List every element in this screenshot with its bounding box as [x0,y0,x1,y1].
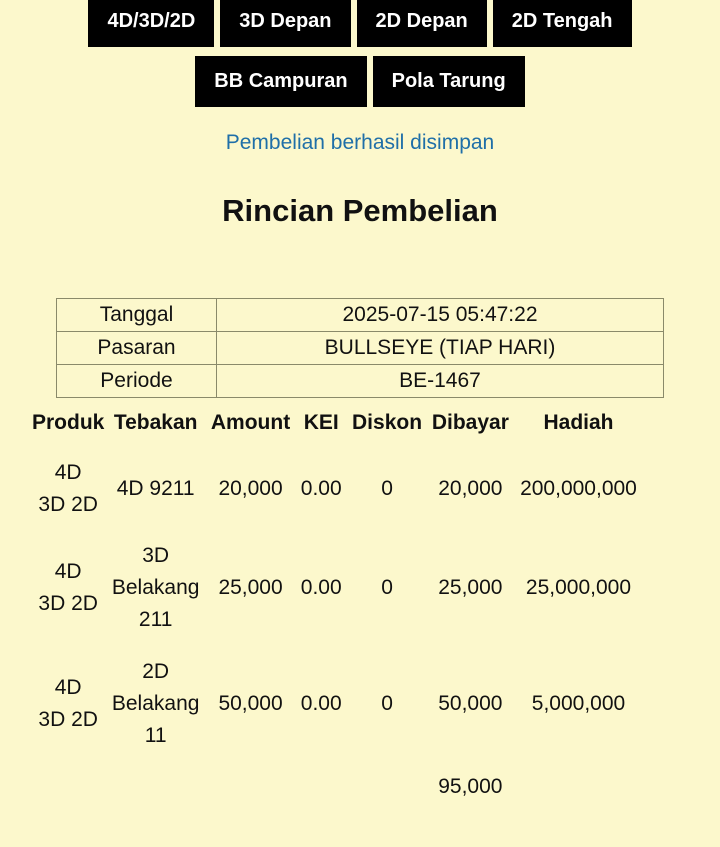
nav-2d-depan-button[interactable]: 2D Depan [357,0,487,47]
produk-line-2: 3D 2D [38,708,98,731]
kei-cell: 0.00 [300,692,342,715]
total-row [32,762,642,812]
kei-cell: 0.00 [300,576,342,599]
info-row-pasaran [57,332,664,365]
purchase-detail-scroll[interactable] [32,398,666,818]
amount-cell: 50,000 [218,692,283,715]
page-title: Rincian Pembelian [222,193,498,228]
produk-line-1: 4D [54,560,82,583]
nav-row-2 [0,56,720,107]
periode-value: BE-1467 [217,365,664,398]
nav-4d3d2d-button[interactable]: 4D/3D/2D [88,0,214,47]
dibayar-cell: 25,000 [438,576,503,599]
produk-cell [32,448,104,530]
produk-line-2: 3D 2D [38,493,98,516]
purchase-detail-table [32,398,642,812]
produk-cell [32,530,104,646]
diskon-cell: 0 [381,692,393,715]
tanggal-value: 2025-07-15 05:47:22 [217,299,664,332]
nav-bb-campuran-button[interactable]: BB Campuran [195,56,366,107]
dibayar-cell: 50,000 [438,692,503,715]
tebakan-cell: 4D 9211 [116,477,195,500]
col-amount-header: Amount [210,411,291,434]
pasaran-label: Pasaran [57,332,217,365]
col-hadiah-header: Hadiah [543,411,614,434]
amount-cell: 20,000 [218,477,283,500]
table-row [32,646,642,762]
nav-row-1 [0,0,720,47]
purchase-info-table [56,298,664,398]
nav-3d-depan-button[interactable]: 3D Depan [220,0,350,47]
kei-cell: 0.00 [300,477,342,500]
info-row-periode [57,365,664,398]
info-row-tanggal [57,299,664,332]
table-row [32,448,642,530]
col-tebakan-header: Tebakan [113,411,198,434]
periode-label: Periode [57,365,217,398]
produk-cell [32,646,104,762]
success-message: Pembelian berhasil disimpan [225,131,495,154]
col-kei-header: KEI [303,411,339,434]
diskon-cell: 0 [381,477,393,500]
col-diskon-header: Diskon [352,411,423,434]
amount-cell: 25,000 [218,576,283,599]
nav-2d-tengah-button[interactable]: 2D Tengah [493,0,632,47]
produk-line-1: 4D [54,461,82,484]
total-dibayar: 95,000 [438,775,503,798]
col-produk-header: Produk [32,411,105,434]
dibayar-cell: 20,000 [438,477,503,500]
tanggal-label: Tanggal [57,299,217,332]
diskon-cell: 0 [381,576,393,599]
tebakan-cell: 3D Belakang 211 [111,544,200,631]
col-dibayar-header: Dibayar [431,411,509,434]
hadiah-cell: 200,000,000 [520,477,637,500]
table-header-row [32,398,642,448]
produk-line-1: 4D [54,676,82,699]
produk-line-2: 3D 2D [38,592,98,615]
nav-pola-tarung-button[interactable]: Pola Tarung [373,56,525,107]
tebakan-cell: 2D Belakang 11 [111,660,200,747]
table-row [32,530,642,646]
hadiah-cell: 25,000,000 [525,576,632,599]
hadiah-cell: 5,000,000 [531,692,626,715]
pasaran-value: BULLSEYE (TIAP HARI) [217,332,664,365]
